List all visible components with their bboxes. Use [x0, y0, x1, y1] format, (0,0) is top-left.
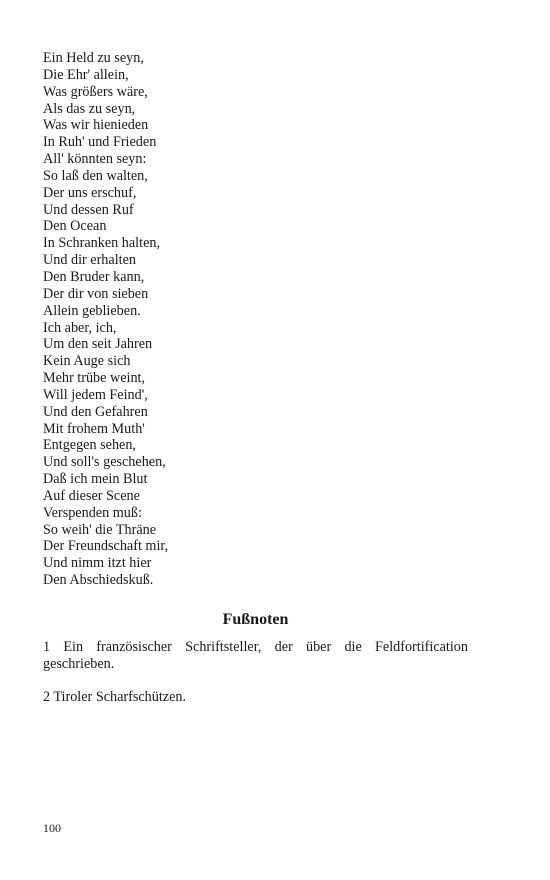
- poem-line: Was wir hienieden: [43, 117, 149, 134]
- poem-line: Ich aber, ich,: [43, 319, 117, 336]
- poem-line: In Schranken halten,: [43, 235, 161, 252]
- poem-line: All' könnten seyn:: [43, 151, 147, 168]
- poem: [43, 50, 168, 589]
- poem-line: In Ruh' und Frieden: [43, 134, 157, 151]
- footnotes-heading: Fußnoten: [222, 611, 289, 628]
- poem-line: Kein Auge sich: [43, 353, 131, 370]
- poem-line: Den Ocean: [43, 218, 107, 235]
- poem-line: Und dir erhalten: [43, 252, 136, 269]
- poem-line: Die Ehr' allein,: [43, 66, 129, 83]
- poem-line: Daß ich mein Blut: [43, 471, 148, 488]
- poem-line: Den Bruder kann,: [43, 268, 145, 285]
- poem-line: Verspenden muß:: [43, 504, 142, 521]
- poem-line: Der uns erschuf,: [43, 184, 137, 201]
- poem-line: Auf dieser Scene: [43, 487, 140, 504]
- poem-line: Und nimm itzt hier: [43, 555, 152, 572]
- poem-line: Ein Held zu seyn,: [43, 50, 144, 66]
- page-number: 100: [43, 821, 61, 835]
- poem-line: Als das zu seyn,: [43, 100, 136, 117]
- poem-line: Um den seit Jahren: [43, 336, 153, 353]
- poem-line: Will jedem Feind',: [43, 386, 148, 403]
- poem-line: Der dir von sieben: [43, 285, 149, 302]
- poem-line: Entgegen sehen,: [43, 437, 136, 454]
- poem-line: Der Freundschaft mir,: [43, 538, 169, 555]
- footnote-2: 2 Tiroler Scharfschützen.: [43, 689, 187, 705]
- poem-line: So weih' die Thräne: [43, 521, 157, 538]
- poem-line: Mit frohem Muth': [43, 420, 145, 437]
- poem-line: Mehr trübe weint,: [43, 370, 146, 387]
- poem-line: Den Abschiedskuß.: [43, 572, 154, 589]
- poem-line: Und den Gefahren: [43, 403, 148, 420]
- footnote-1: 1 Ein französischer Schriftsteller, der über die Feldfortification geschrieben.: [43, 639, 468, 672]
- poem-line: Allein geblieben.: [43, 302, 141, 319]
- poem-line: Und dessen Ruf: [43, 201, 134, 218]
- poem-line: So laß den walten,: [43, 167, 148, 184]
- poem-line: Und soll's geschehen,: [43, 454, 166, 471]
- poem-line: Was größers wäre,: [43, 83, 148, 100]
